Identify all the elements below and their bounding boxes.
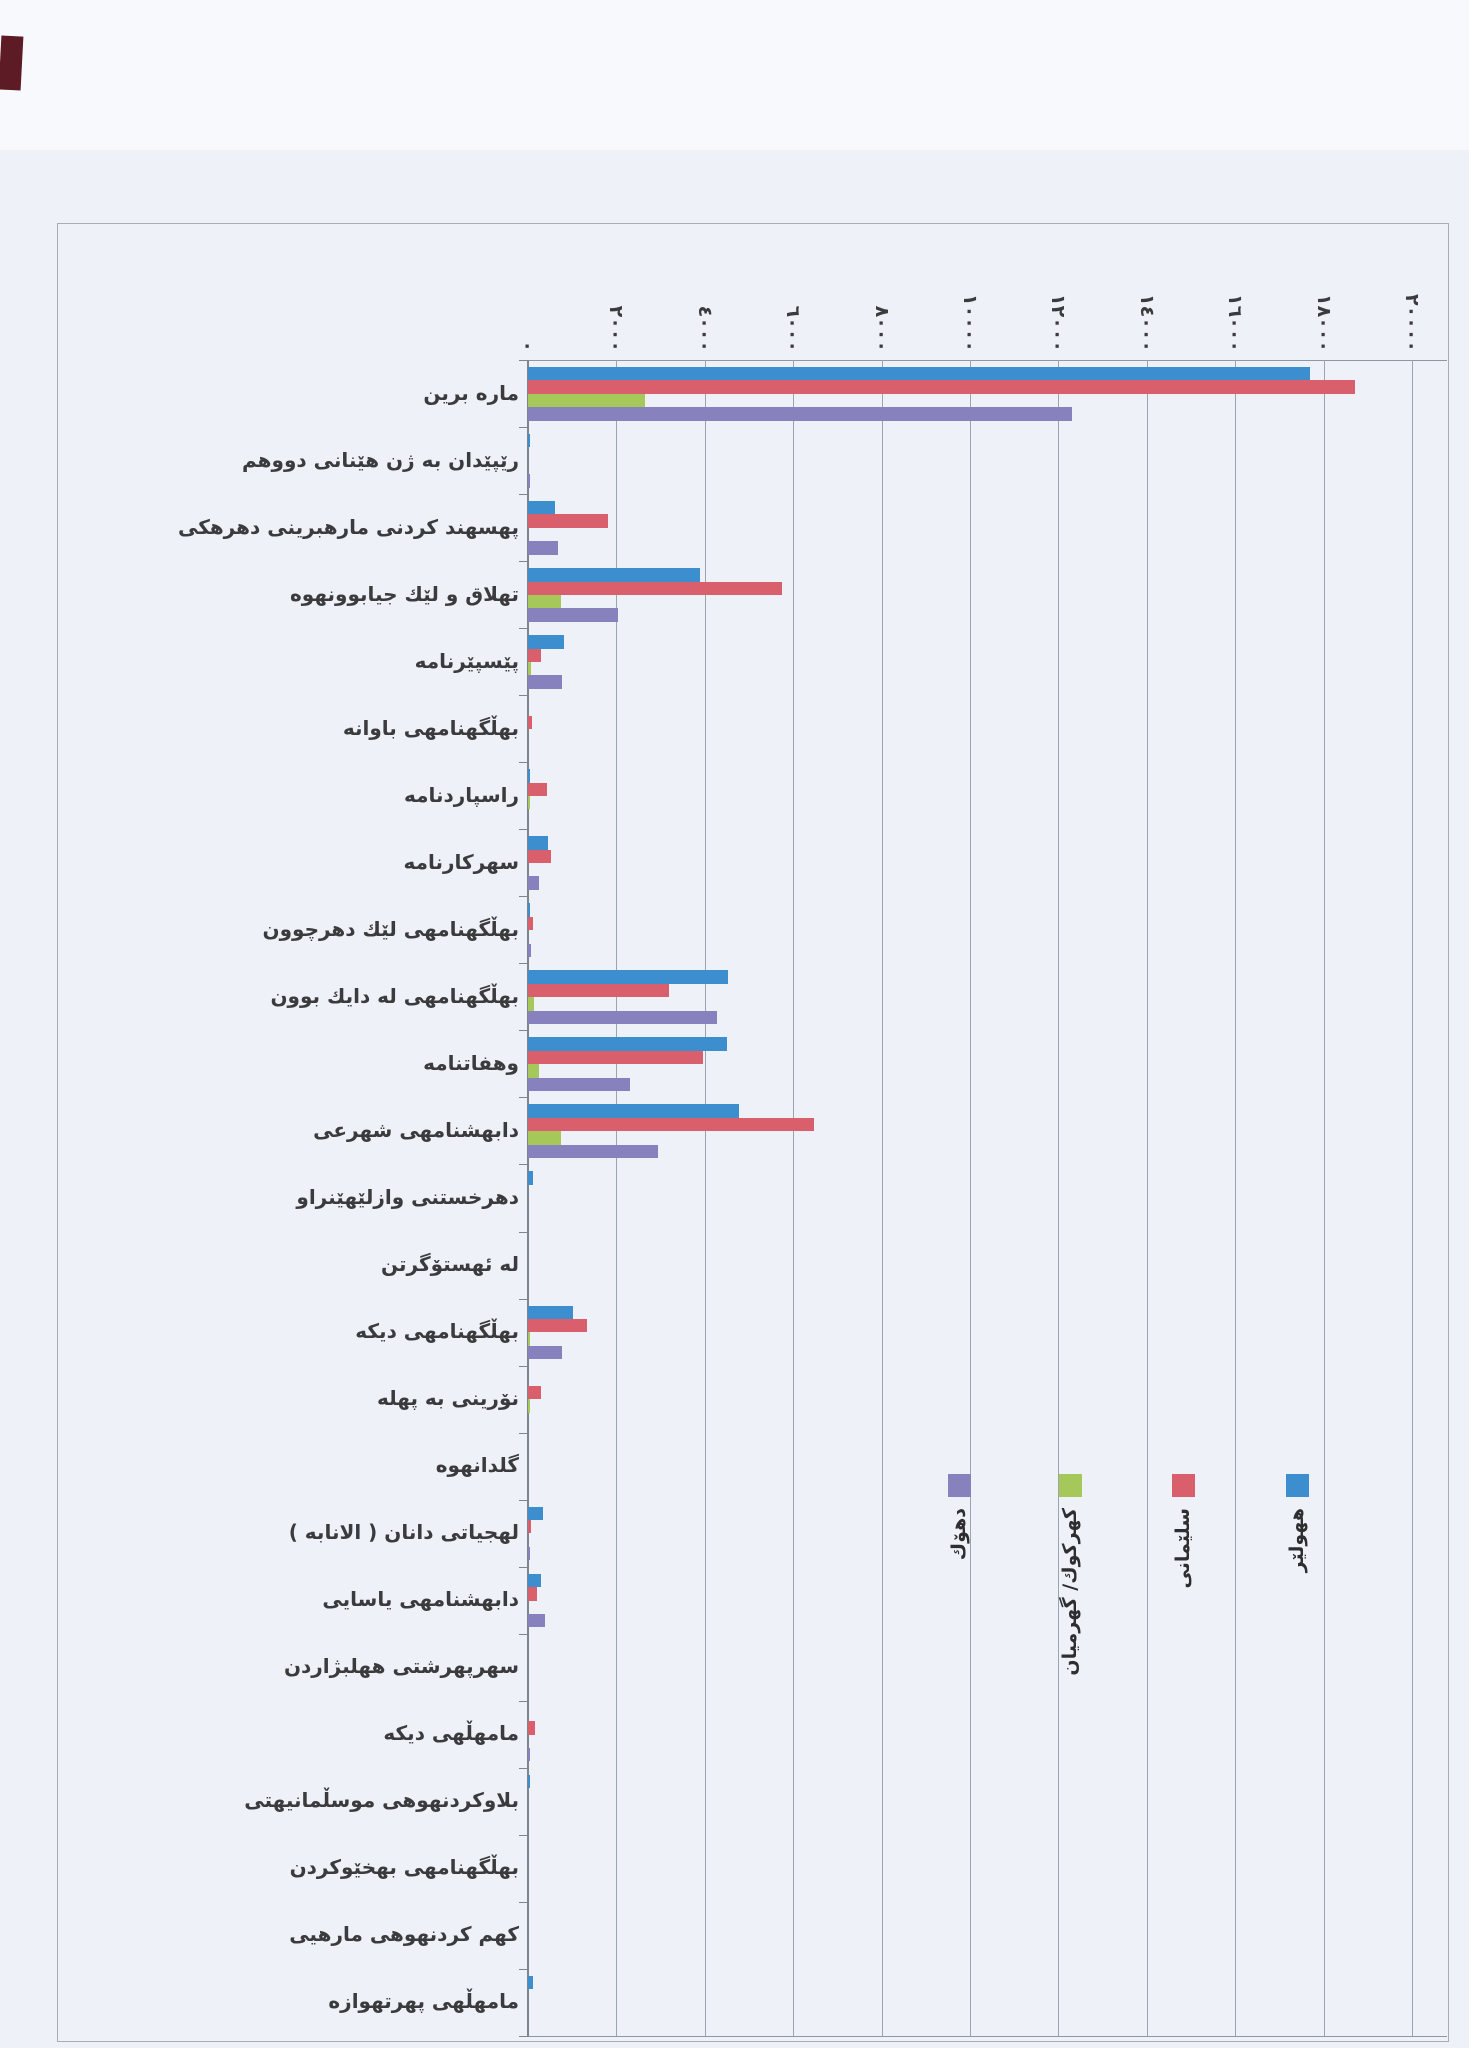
gridline xyxy=(970,360,971,2036)
category-tick xyxy=(519,896,528,897)
bar-سلێمانی xyxy=(528,514,608,527)
bar-دهۆك xyxy=(528,1547,530,1560)
gridline xyxy=(1412,360,1413,2036)
legend-label-کهرکوك/ گهرمیان: کهرکوك/ گهرمیان xyxy=(1059,1508,1081,1676)
bar-ههولێر xyxy=(528,1104,739,1117)
category-label: رێپێدان به ژن هێنانی دووهم xyxy=(241,447,519,472)
bar-سلێمانی xyxy=(528,1587,537,1600)
bar-کهرکوك/ گهرمیان xyxy=(528,1399,530,1412)
legend-swatch-کهرکوك/ گهرمیان xyxy=(1059,1474,1082,1497)
legend-label-دهۆك: دهۆك xyxy=(948,1508,970,1561)
bar-دهۆك xyxy=(528,541,558,554)
category-tick xyxy=(519,494,528,495)
category-tick xyxy=(519,829,528,830)
x-tick-label: ١٢٠٠٠ xyxy=(1047,294,1070,352)
bar-ههولێر xyxy=(528,769,530,782)
bar-سلێمانی xyxy=(528,1721,535,1734)
category-label: بهڵگهنامهی له دایك بوون xyxy=(270,983,519,1008)
x-tick-label: ١٦٠٠٠ xyxy=(1224,294,1247,352)
category-tick xyxy=(519,1433,528,1434)
category-tick xyxy=(519,762,528,763)
category-tick xyxy=(519,1567,528,1568)
bar-ههولێر xyxy=(528,1775,530,1788)
bar-سلێمانی xyxy=(528,1118,814,1131)
bar-سلێمانی xyxy=(528,649,541,662)
category-tick xyxy=(519,561,528,562)
category-label: پێسپێرنامه xyxy=(414,648,519,673)
bar-دهۆك xyxy=(528,608,618,621)
gridline xyxy=(1147,360,1148,2036)
category-tick xyxy=(519,963,528,964)
category-label: دهرخستنی وازلێهێنراو xyxy=(296,1185,519,1209)
gridline xyxy=(1058,360,1059,2036)
category-label: بهڵگهنامهی دیکه xyxy=(355,1319,519,1344)
legend-label-سلێمانی: سلێمانی xyxy=(1172,1508,1194,1589)
x-tick-label: ١٤٠٠٠ xyxy=(1135,294,1158,352)
plot-bottom-border xyxy=(527,2036,1447,2037)
bar-ههولێر xyxy=(528,1306,573,1319)
page-top-margin xyxy=(0,0,1469,150)
legend-swatch-دهۆك xyxy=(948,1474,971,1497)
category-label: بلاوکردنهوهی موسڵمانیهتی xyxy=(244,1788,519,1813)
bar-کهرکوك/ گهرمیان xyxy=(528,997,534,1010)
bar-دهۆك xyxy=(528,1145,658,1158)
bar-ههولێر xyxy=(528,501,555,514)
gridline xyxy=(793,360,794,2036)
bar-دهۆك xyxy=(528,1614,545,1627)
bar-ههولێر xyxy=(528,1171,533,1184)
category-label: کهم کردنهوهی مارهیی xyxy=(289,1922,519,1947)
category-tick xyxy=(519,1164,528,1165)
bar-دهۆك xyxy=(528,675,562,688)
category-label: وهفاتنامه xyxy=(423,1050,519,1075)
x-tick-label: ٨٠٠٠ xyxy=(870,305,893,352)
category-tick xyxy=(519,1232,528,1233)
category-label: بهڵگهنامهی بهخێوکردن xyxy=(289,1855,519,1880)
bar-سلێمانی xyxy=(528,850,551,863)
category-tick xyxy=(519,1634,528,1635)
x-tick-label: ٢٠٠٠ xyxy=(605,305,628,352)
category-label: نۆرینی به پهله xyxy=(376,1386,519,1411)
bar-ههولێر xyxy=(528,568,700,581)
bar-کهرکوك/ گهرمیان xyxy=(528,1064,539,1077)
legend-swatch-ههولێر xyxy=(1286,1474,1309,1497)
x-tick-label: ٤٠٠٠ xyxy=(693,305,716,352)
bar-ههولێر xyxy=(528,1037,727,1050)
category-tick xyxy=(519,1500,528,1501)
category-tick xyxy=(519,1902,528,1903)
category-tick xyxy=(519,1299,528,1300)
gridline xyxy=(882,360,883,2036)
category-tick xyxy=(519,1969,528,1970)
bar-سلێمانی xyxy=(528,984,669,997)
bar-کهرکوك/ گهرمیان xyxy=(528,796,530,809)
gridline xyxy=(1235,360,1236,2036)
x-tick-label: ٠ xyxy=(517,340,539,352)
bar-ههولێر xyxy=(528,836,548,849)
bar-دهۆك xyxy=(528,1078,630,1091)
category-label: گلدانهوه xyxy=(435,1453,519,1478)
bar-سلێمانی xyxy=(528,1319,587,1332)
x-tick-label: ٦٠٠٠ xyxy=(782,305,805,352)
bar-ههولێر xyxy=(528,970,728,983)
bar-دهۆك xyxy=(528,474,530,487)
category-tick xyxy=(519,1097,528,1098)
bar-ههولێر xyxy=(528,434,530,447)
bar-ههولێر xyxy=(528,1507,543,1520)
bar-سلێمانی xyxy=(528,380,1355,393)
legend-label-ههولێر: ههولێر xyxy=(1286,1508,1308,1573)
bar-سلێمانی xyxy=(528,1051,703,1064)
bar-ههولێر xyxy=(528,1574,541,1587)
bar-دهۆك xyxy=(528,407,1072,420)
bar-سلێمانی xyxy=(528,582,782,595)
category-tick xyxy=(519,2036,528,2037)
category-label: ماره برین xyxy=(423,380,519,405)
bar-کهرکوك/ گهرمیان xyxy=(528,595,561,608)
category-tick xyxy=(519,695,528,696)
category-tick xyxy=(519,1701,528,1702)
x-tick-label: ٢٠٠٠٠ xyxy=(1401,294,1423,352)
bar-ههولێر xyxy=(528,367,1310,380)
category-tick xyxy=(519,628,528,629)
category-tick xyxy=(519,1366,528,1367)
bar-سلێمانی xyxy=(528,1386,541,1399)
bar-کهرکوك/ گهرمیان xyxy=(528,1332,530,1345)
category-label: راسپاردنامه xyxy=(403,782,519,807)
category-label: بهڵگهنامهی لێك دهرچوون xyxy=(262,916,519,941)
category-label: له ئهستۆگرتن xyxy=(381,1252,519,1277)
category-tick xyxy=(519,427,528,428)
bar-سلێمانی xyxy=(528,716,532,729)
bar-دهۆك xyxy=(528,1748,530,1761)
category-label: تهلاق و لێك جیابوونهوه xyxy=(289,581,519,606)
plot-top-border xyxy=(527,360,1447,361)
bar-کهرکوك/ گهرمیان xyxy=(528,662,531,675)
category-label: سهرپهرشتی ههلبژاردن xyxy=(283,1654,519,1679)
bar-سلێمانی xyxy=(528,917,533,930)
bar-کهرکوك/ گهرمیان xyxy=(528,1131,561,1144)
category-label: پهسهند کردنی مارهبرینی دهرهکی xyxy=(177,514,519,539)
category-label: لهجیاتی دانان ( الانابه ) xyxy=(288,1520,519,1545)
bar-ههولێر xyxy=(528,903,530,916)
category-tick xyxy=(519,1030,528,1031)
category-label: دابهشنامهی یاسایی xyxy=(322,1587,519,1612)
bar-کهرکوك/ گهرمیان xyxy=(528,394,645,407)
bar-دهۆك xyxy=(528,944,531,957)
category-label: دابهشنامهی شهرعی xyxy=(313,1117,519,1142)
bar-دهۆك xyxy=(528,1011,717,1024)
bar-دهۆك xyxy=(528,1346,562,1359)
category-label: مامهڵهی دیکه xyxy=(383,1721,519,1746)
category-label: بهڵگهنامهی باوانه xyxy=(342,715,519,740)
gridline xyxy=(1324,360,1325,2036)
category-tick xyxy=(519,360,528,361)
x-tick-label: ١٠٠٠٠ xyxy=(959,294,981,352)
x-tick-label: ١٨٠٠٠ xyxy=(1312,294,1335,352)
gridline xyxy=(705,360,706,2036)
category-label: سهرکارنامه xyxy=(403,849,519,874)
category-label: مامهڵهی پهرتهوازه xyxy=(328,1989,519,2014)
category-tick xyxy=(519,1835,528,1836)
legend-swatch-سلێمانی xyxy=(1172,1474,1195,1497)
bar-سلێمانی xyxy=(528,1520,531,1533)
bar-ههولێر xyxy=(528,635,564,648)
scan-artifact-mark xyxy=(0,35,23,90)
bar-دهۆك xyxy=(528,876,539,889)
category-tick xyxy=(519,1768,528,1769)
bar-ههولێر xyxy=(528,1976,533,1989)
bar-سلێمانی xyxy=(528,783,547,796)
